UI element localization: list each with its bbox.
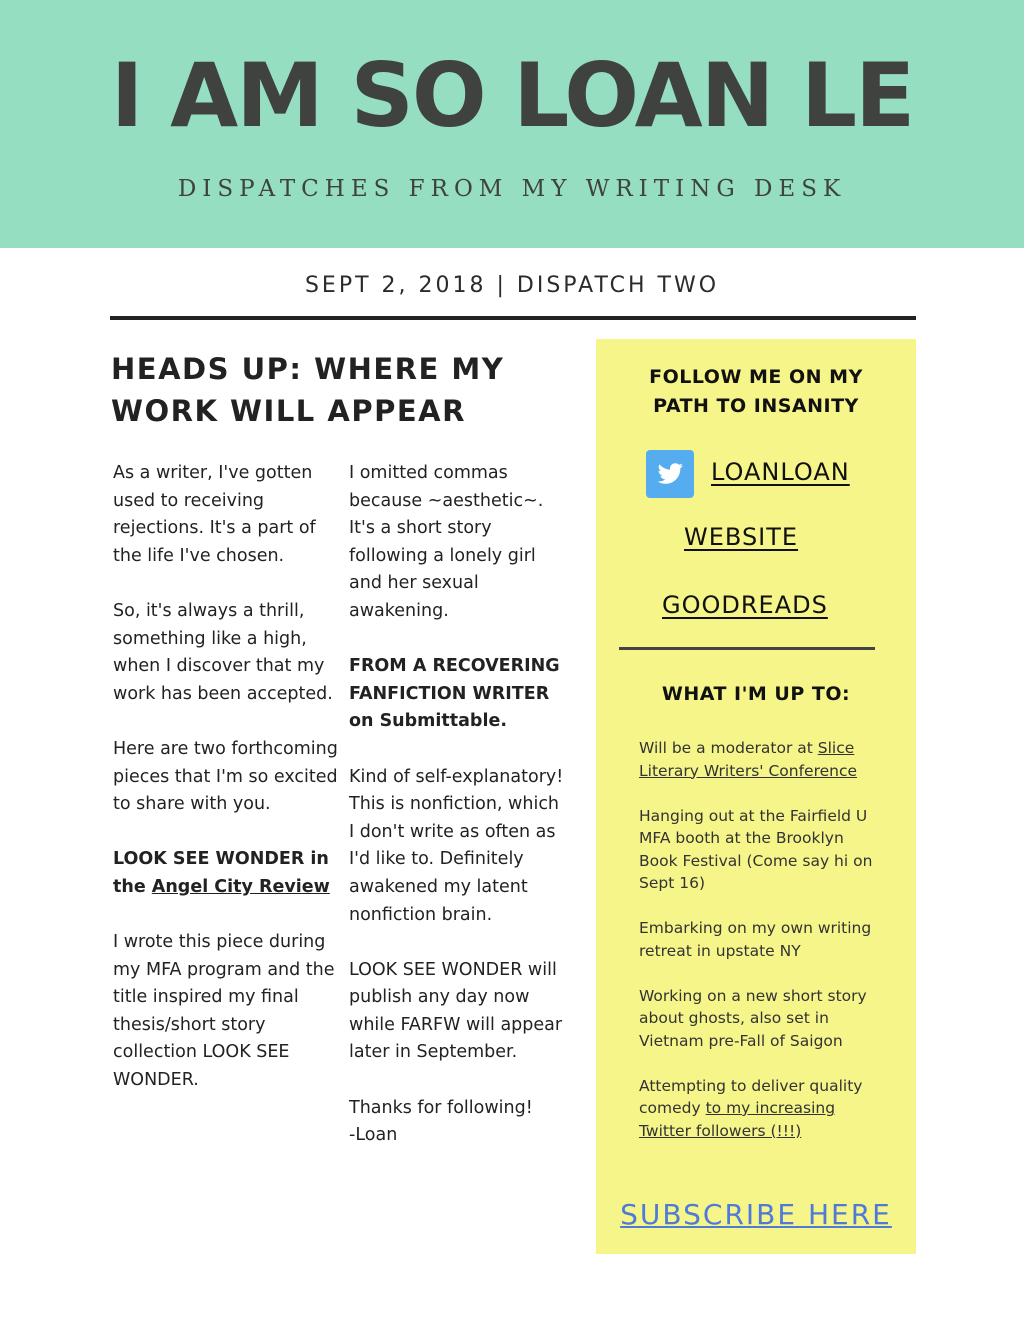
follow-title-text: FOLLOW ME ON MY PATH TO INSANITY (649, 366, 863, 417)
sign-off (349, 1095, 569, 1150)
dateline: SEPT 2, 2018 | DISPATCH TWO (304, 273, 720, 298)
paragraph: Here are two forthcoming pieces that I'm so excited to share with you. (113, 738, 338, 815)
paragraph: LOOK SEE WONDER will publish any day now while FARFW will appear later in September. (349, 959, 563, 1063)
activity-list (639, 737, 884, 1165)
article-column-1 (113, 460, 339, 1122)
twitter-followers-link[interactable]: to my increasing Twitter followers (!!!) (639, 1099, 836, 1140)
follow-title (596, 363, 916, 421)
twitter-link[interactable]: LOANLOAN (711, 458, 850, 486)
list-item-text: Attempting to deliver quality comedy (639, 1076, 863, 1117)
paragraph: So, it's always a thrill, something like a high, when I discover that my work has been accepted. (113, 600, 333, 704)
list-item (639, 737, 884, 782)
newsletter-subtitle: DISPATCHES FROM MY WRITING DESK (177, 176, 847, 202)
sign-off-line: Thanks for following! (349, 1097, 533, 1118)
list-item: Hanging out at the Fairfield U MFA booth at the Brooklyn Book Festival (Come say hi on Sept 16) (639, 806, 873, 892)
piece-heading-text: LOOK SEE WONDER in the (113, 849, 329, 897)
website-link[interactable]: WEBSITE (684, 523, 799, 551)
paragraph: As a writer, I've gotten used to receiving rejections. It's a part of the life I've chosen. (113, 463, 316, 566)
piece-heading (113, 846, 339, 901)
article-column-2 (349, 460, 569, 1150)
twitter-bird-icon[interactable] (646, 450, 694, 498)
list-item-text: Will be a moderator at (639, 739, 818, 757)
slice-conference-link[interactable]: Slice Literary Writers' Conference (639, 739, 858, 780)
list-item: Embarking on my own writing retreat in upstate NY (639, 919, 872, 960)
list-item: Working on a new short story about ghosts, also set in Vietnam pre-Fall of Saigon (639, 986, 867, 1050)
subscribe-link[interactable]: SUBSCRIBE HERE (620, 1198, 892, 1231)
goodreads-link[interactable]: GOODREADS (662, 591, 828, 619)
angel-city-review-link[interactable]: Angel City Review (151, 876, 330, 897)
divider (110, 316, 916, 320)
piece-heading-text: FROM A RECOVERING FANFICTION WRITER on Submittable. (349, 656, 560, 732)
piece-heading (349, 653, 569, 736)
paragraph: Kind of self-explanatory! This is nonfiction, which I don't write as often as I'd like to. Definitely awakened my latent nonfiction brain. (349, 766, 564, 925)
up-to-title: WHAT I'M UP TO: (661, 683, 851, 705)
article-headline: HEADS UP: WHERE MY WORK WILL APPEAR (111, 352, 505, 428)
paragraph: I omitted commas because ~aesthetic~. It's a short story following a lonely girl and her sexual awakening. (349, 463, 544, 621)
paragraph: I wrote this piece during my MFA program and the title inspired my final thesis/short story collection LOOK SEE WONDER. (113, 932, 335, 1091)
sidebar (596, 339, 916, 1254)
sidebar-divider (619, 647, 875, 650)
header-banner (0, 0, 1024, 248)
newsletter-title: I AM SO LOAN LE (110, 44, 914, 147)
list-item (639, 1075, 884, 1143)
signature: -Loan (349, 1125, 398, 1146)
